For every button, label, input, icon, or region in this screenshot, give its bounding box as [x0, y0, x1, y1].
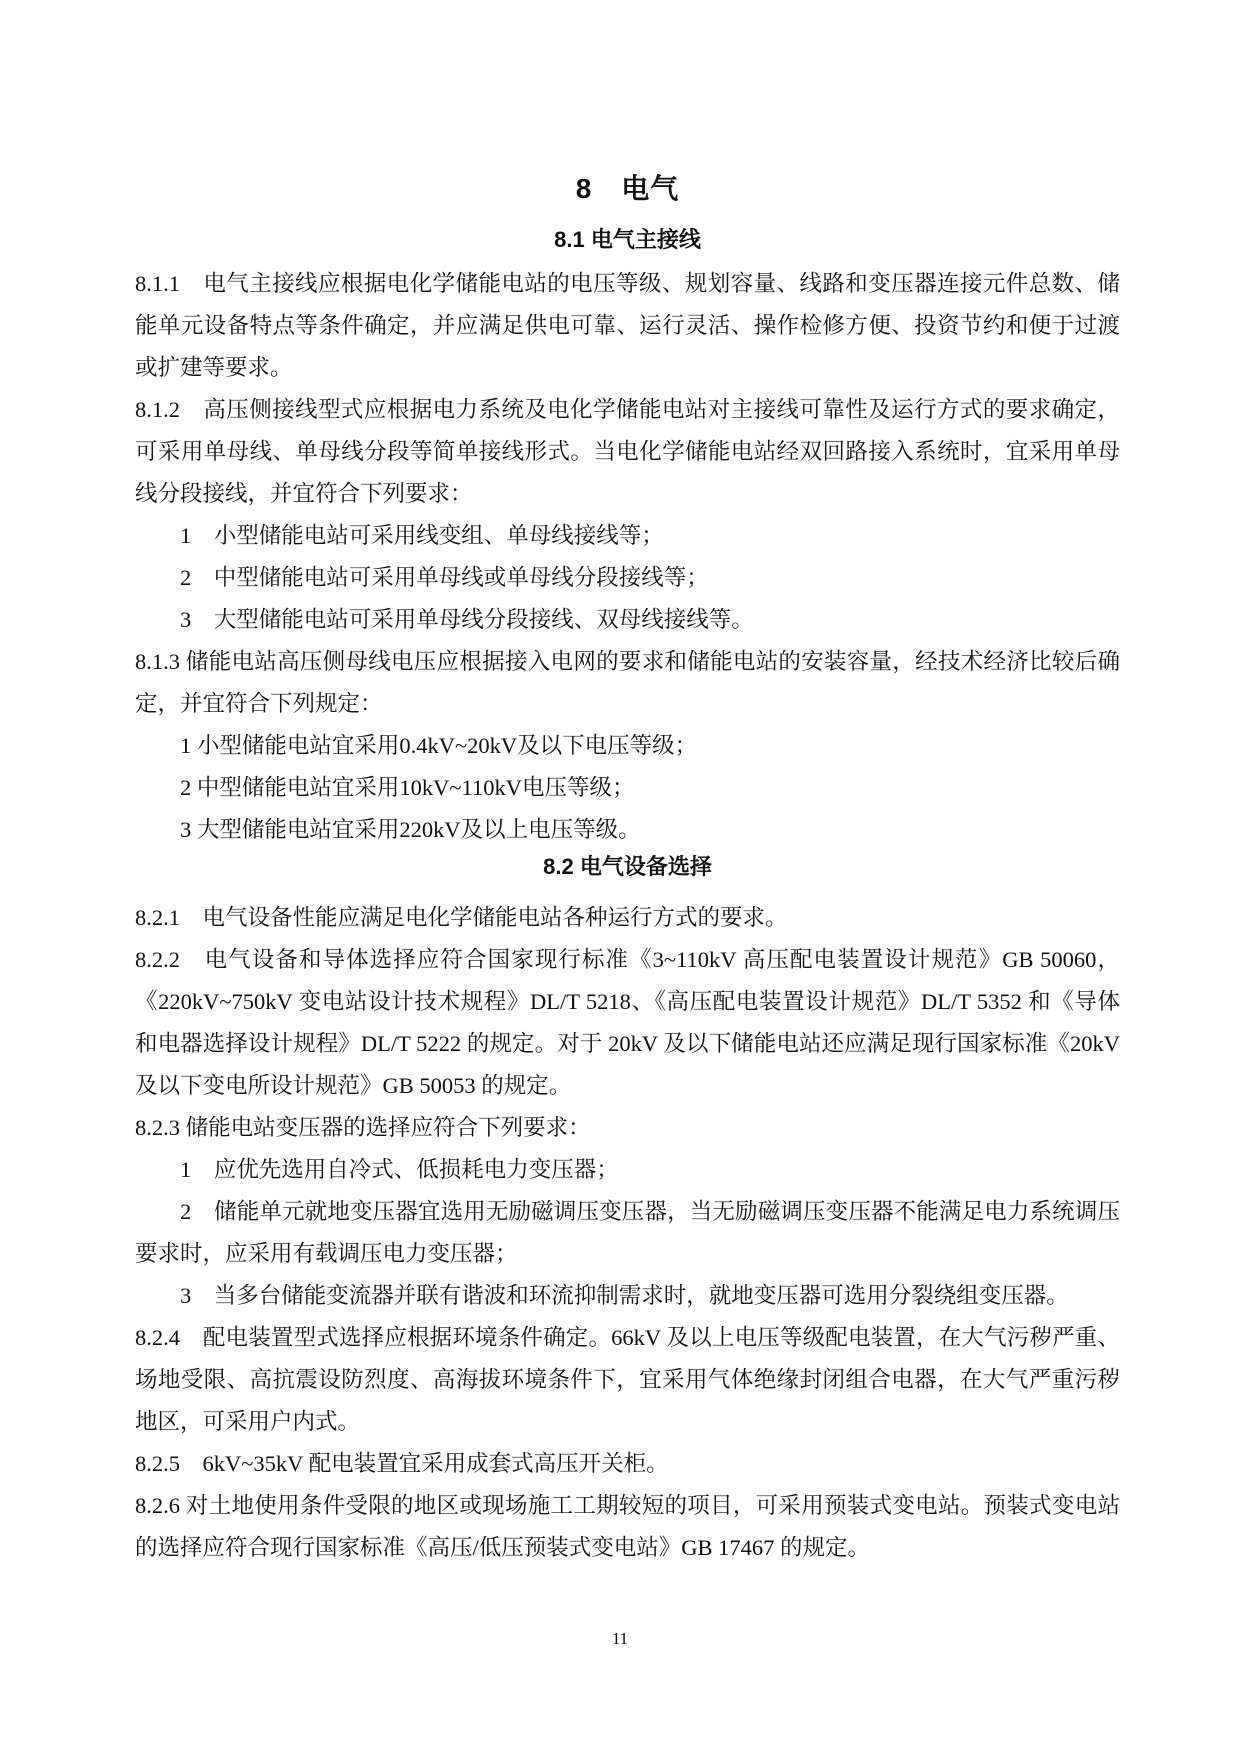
- clause-8-1-2: 8.1.2 高压侧接线型式应根据电力系统及电化学储能电站对主接线可靠性及运行方式的要求确定，可采用单母线、单母线分段等简单接线形式。当电化学储能电站经双回路接入系统时，宜采用单母线分段接线，并宜符合下列要求：: [135, 397, 1120, 506]
- page-content: [135, 0, 1120, 1569]
- list-item-8-1-3-3: 3 大型储能电站宜采用220kV及以上电压等级。: [180, 817, 641, 842]
- section-title-8-1: 8.1 电气主接线: [554, 227, 701, 252]
- clause-8-1-3: 8.1.3 储能电站高压侧母线电压应根据接入电网的要求和储能电站的安装容量，经技术经济比较后确定，并宜符合下列规定：: [135, 649, 1120, 716]
- clause-8-2-5: 8.2.5 6kV~35kV 配电装置宜采用成套式高压开关柜。: [135, 1451, 669, 1476]
- chapter-title: 8 电气: [575, 173, 680, 204]
- list-item-8-1-2-2: 2 中型储能电站可采用单母线或单母线分段接线等；: [180, 565, 709, 590]
- section-title-8-2: 8.2 电气设备选择: [543, 854, 712, 879]
- clause-8-2-1: 8.2.1 电气设备性能应满足电化学储能电站各种运行方式的要求。: [135, 905, 788, 930]
- clause-8-2-4: 8.2.4 配电装置型式选择应根据环境条件确定。66kV 及以上电压等级配电装置，在大气污秽严重、场地受限、高抗震设防烈度、高海拔环境条件下，宜采用气体绝缘封闭组合电器，在大气严重污秽地区，可采用户内式。: [135, 1325, 1120, 1434]
- list-item-8-2-3-3: 3 当多台储能变流器并联有谐波和环流抑制需求时，就地变压器可选用分裂绕组变压器。: [180, 1283, 1069, 1308]
- list-item-8-1-2-3: 3 大型储能电站可采用单母线分段接线、双母线接线等。: [180, 607, 754, 632]
- clause-8-2-3: 8.2.3 储能电站变压器的选择应符合下列要求：: [135, 1115, 591, 1140]
- clause-8-2-6: 8.2.6 对土地使用条件受限的地区或现场施工工期较短的项目，可采用预装式变电站。预装式变电站的选择应符合现行国家标准《高压/低压预装式变电站》GB 17467 的规定。: [135, 1493, 1120, 1560]
- page-number: 11: [611, 1629, 629, 1648]
- list-item-8-1-3-2: 2 中型储能电站宜采用10kV~110kV电压等级；: [180, 775, 635, 800]
- list-item-8-1-3-1: 1 小型储能电站宜采用0.4kV~20kV及以下电压等级；: [180, 733, 698, 758]
- list-item-8-2-3-2: 2 储能单元就地变压器宜选用无励磁调压变压器，当无励磁调压变压器不能满足电力系统调压要求时，应采用有载调压电力变压器；: [135, 1199, 1120, 1266]
- list-item-8-1-2-1: 1 小型储能电站可采用线变组、单母线接线等；: [180, 523, 664, 548]
- clause-8-2-2: 8.2.2 电气设备和导体选择应符合国家现行标准《3~110kV 高压配电装置设计规范》GB 50060，《220kV~750kV 变电站设计技术规程》DL/T 5218、《高压配电装置设计规范》DL/T 5352 和《导体和电器选择设计规程》DL/T 5222 的规定。对于 20kV 及以下储能电站还应满足现行国家标准《20kV 及以下变电所设计规范》GB 50053 的规定。: [135, 947, 1120, 1098]
- list-item-8-2-3-1: 1 应优先选用自冷式、低损耗电力变压器；: [180, 1157, 619, 1182]
- clause-8-1-1: 8.1.1 电气主接线应根据电化学储能电站的电压等级、规划容量、线路和变压器连接元件总数、储能单元设备特点等条件确定，并应满足供电可靠、运行灵活、操作检修方便、投资节约和便于过渡或扩建等要求。: [135, 271, 1120, 380]
